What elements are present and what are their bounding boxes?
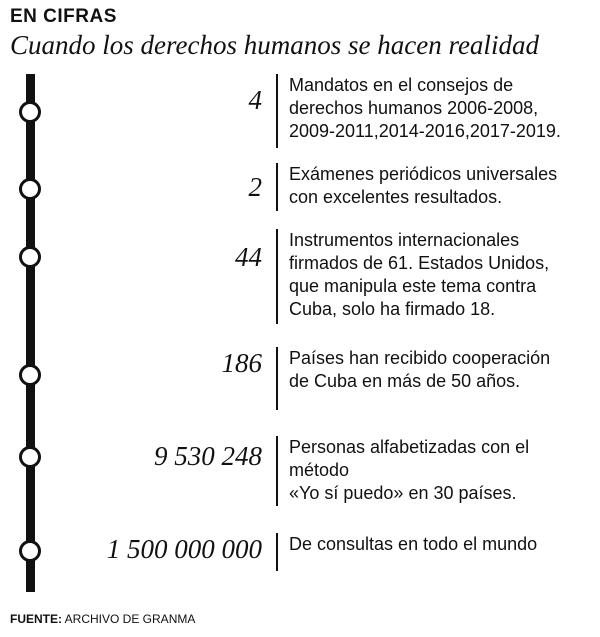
- source-text: ARCHIVO DE GRANMA: [64, 612, 196, 626]
- divider: [276, 74, 278, 148]
- divider: [276, 533, 278, 571]
- description-line: Instrumentos internacionales: [289, 230, 520, 250]
- page-title: Cuando los derechos humanos se hacen realidad: [10, 30, 539, 60]
- figure-description: [289, 533, 589, 556]
- description-line: Exámenes periódicos universales: [289, 164, 558, 184]
- figure-number: 4: [248, 85, 262, 115]
- source-credit: [10, 612, 195, 626]
- timeline-node: [19, 446, 41, 468]
- divider: [276, 436, 278, 506]
- description-line: «Yo sí puedo» en 30 países.: [289, 483, 517, 503]
- figure-number: 44: [235, 242, 262, 272]
- figure-description: [289, 347, 589, 393]
- description-line: De consultas en todo el mundo: [289, 534, 538, 554]
- timeline-bar: [26, 74, 35, 592]
- timeline-node: [19, 540, 41, 562]
- divider: [276, 163, 278, 211]
- description-line: Cuba, solo ha firmado 18.: [289, 299, 496, 319]
- figure-number: 1 500 000 000: [106, 534, 262, 564]
- figure-description: [289, 436, 589, 505]
- timeline-node: [19, 178, 41, 200]
- description-line: 2009-2011,2014-2016,2017-2019.: [289, 121, 561, 141]
- figure-number: 2: [248, 172, 262, 202]
- description-line: Mandatos en el consejos de: [289, 75, 514, 95]
- figure-number: 9 530 248: [154, 441, 262, 471]
- timeline-node: [19, 101, 41, 123]
- description-line: que manipula este tema contra: [289, 276, 537, 296]
- kicker: EN CIFRAS: [10, 6, 117, 27]
- description-line: Países han recibido cooperación: [289, 348, 551, 368]
- timeline-node: [19, 246, 41, 268]
- description-line: de Cuba en más de 50 años.: [289, 371, 521, 391]
- source-label: FUENTE:: [10, 612, 62, 626]
- divider: [276, 229, 278, 324]
- figure-number: 186: [221, 348, 262, 378]
- description-line: Personas alfabetizadas con el: [289, 437, 530, 457]
- divider: [276, 347, 278, 410]
- figure-description: [289, 163, 589, 209]
- figure-description: [289, 74, 589, 143]
- description-line: método: [289, 460, 350, 480]
- figure-description: [289, 229, 589, 321]
- description-line: firmados de 61. Estados Unidos,: [289, 253, 550, 273]
- description-line: con excelentes resultados.: [289, 187, 503, 207]
- description-line: derechos humanos 2006-2008,: [289, 98, 539, 118]
- timeline-node: [19, 364, 41, 386]
